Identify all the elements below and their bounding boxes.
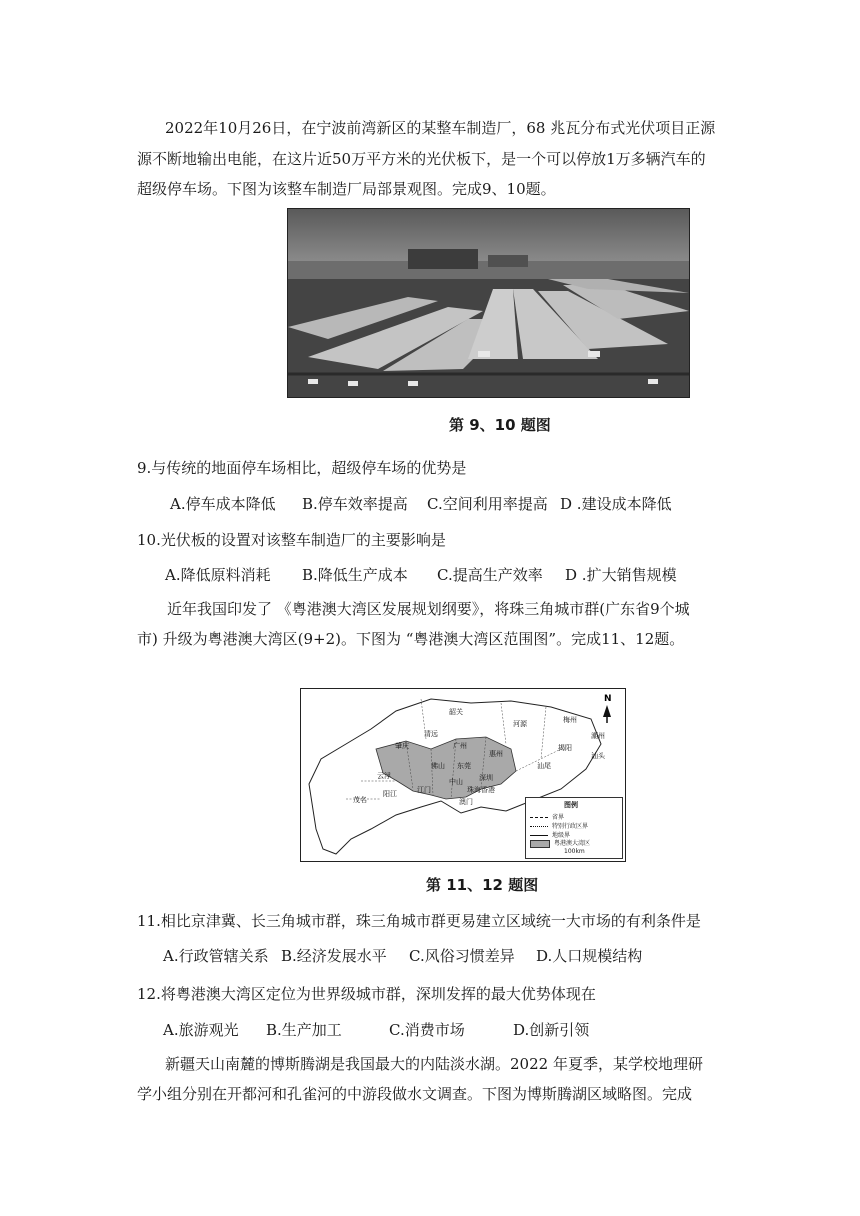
city-label: 江门 [417, 786, 431, 794]
figure2-caption: 第 11、12 题图 [426, 876, 539, 894]
city-label: 汕尾 [537, 762, 551, 770]
legend-item-prefecture-border: 地级界 [530, 830, 570, 839]
q11-option-c: C.风俗习惯差异 [409, 947, 515, 965]
solid-line-icon [530, 835, 548, 836]
legend-title: 图例 [564, 801, 578, 809]
dotted-line-icon [530, 826, 548, 827]
q12-option-a: A.旅游观光 [163, 1021, 239, 1039]
greater-bay-area-map [300, 688, 626, 862]
q9-option-d: D .建设成本降低 [560, 495, 672, 513]
city-label: 河源 [513, 720, 527, 728]
city-label: 广州 [453, 742, 467, 750]
city-label: 惠州 [489, 750, 503, 758]
city-label: 潮州 [591, 732, 605, 740]
q12-option-c: C.消费市场 [389, 1021, 465, 1039]
city-label: 汕头 [591, 752, 605, 760]
city-label: 清远 [424, 730, 438, 738]
q11-option-b: B.经济发展水平 [281, 947, 387, 965]
intro1-line3: 超级停车场。下图为该整车制造厂局部景观图。完成9、10题。 [137, 180, 556, 198]
legend-item-sar-border: 特别行政区界 [530, 821, 588, 830]
city-label: 澳门 [459, 798, 473, 806]
q9-option-b: B.停车效率提高 [302, 495, 408, 513]
north-arrow-icon [603, 705, 611, 717]
city-label: 茂名 [353, 796, 367, 804]
q10-option-a: A.降低原料消耗 [165, 566, 271, 584]
solar-parking-photo [287, 208, 690, 398]
city-label: 云浮 [377, 772, 391, 780]
city-label: 佛山 [431, 762, 445, 770]
q9-option-a: A.停车成本降低 [170, 495, 276, 513]
q10-option-b: B.降低生产成本 [302, 566, 408, 584]
intro2-line1: 近年我国印发了 《粤港澳大湾区发展规划纲要》，将珠三角城市群(广东省9个城 [167, 600, 690, 618]
intro1-line2: 源不断地输出电能，在这片近50万平方米的光伏板下，是一个可以停放1万多辆汽车的 [137, 150, 706, 168]
q10-option-d: D .扩大销售规模 [565, 566, 677, 584]
legend-item-bay-area: 粤港澳大湾区 [530, 838, 590, 848]
solar-parking-illustration [288, 209, 689, 397]
q12-stem: 12.将粤港澳大湾区定位为世界级城市群，深圳发挥的最大优势体现在 [137, 985, 596, 1003]
q9-option-c: C.空间利用率提高 [427, 495, 548, 513]
shaded-area-icon [530, 840, 550, 848]
map-legend [525, 797, 623, 859]
q11-option-a: A.行政管辖关系 [163, 947, 269, 965]
q10-stem: 10.光伏板的设置对该整车制造厂的主要影响是 [137, 531, 446, 549]
north-label: N [604, 694, 612, 704]
q10-option-c: C.提高生产效率 [437, 566, 543, 584]
city-label: 珠海 [467, 786, 481, 794]
intro1-line1: 2022年10月26日，在宁波前湾新区的某整车制造厂，68 兆瓦分布式光伏项目正源 [165, 119, 716, 137]
q11-stem: 11.相比京津冀、长三角城市群，珠三角城市群更易建立区域统一大市场的有利条件是 [137, 912, 701, 930]
q9-stem: 9.与传统的地面停车场相比，超级停车场的优势是 [137, 459, 467, 477]
legend-scale: 100km [564, 848, 585, 855]
city-label: 揭阳 [558, 744, 572, 752]
city-label: 肇庆 [395, 742, 409, 750]
intro3-line1: 新疆天山南麓的博斯腾湖是我国最大的内陆淡水湖。2022 年夏季，某学校地理研 [165, 1055, 703, 1073]
figure1-caption: 第 9、10 题图 [449, 416, 551, 434]
city-label: 阳江 [383, 790, 397, 798]
intro3-line2: 学小组分别在开都河和孔雀河的中游段做水文调查。下图为博斯腾湖区域略图。完成 [137, 1085, 693, 1103]
city-label: 韶关 [449, 708, 463, 716]
q12-option-b: B.生产加工 [266, 1021, 342, 1039]
q11-option-d: D.人口规模结构 [536, 947, 643, 965]
q12-option-d: D.创新引领 [513, 1021, 590, 1039]
legend-item-province-border: 省界 [530, 812, 564, 821]
city-label: 梅州 [563, 716, 577, 724]
city-label: 香港 [481, 786, 495, 794]
city-label: 东莞 [457, 762, 471, 770]
city-label: 深圳 [479, 774, 493, 782]
dash-line-icon [530, 817, 548, 818]
intro2-line2: 市) 升级为粤港澳大湾区(9+2)。下图为 “粤港澳大湾区范围图”。完成11、12题。 [137, 630, 685, 648]
city-label: 中山 [449, 778, 463, 786]
